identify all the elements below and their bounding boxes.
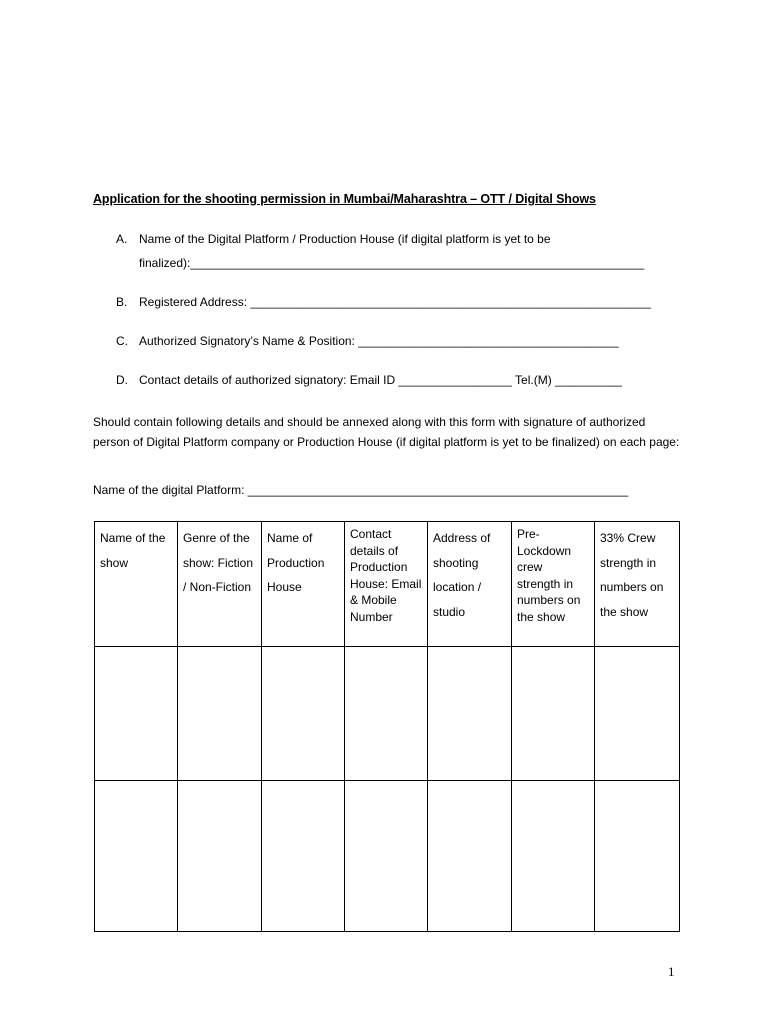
item-b — [116, 295, 651, 309]
item-a-text: Name of the Digital Platform / Production House (if digital platform is yet to be — [139, 232, 551, 246]
table-cell[interactable] — [428, 781, 512, 932]
table-cell[interactable] — [345, 781, 428, 932]
header-contact-details: Contact details of Production House: Email & Mobile Number — [345, 522, 428, 647]
item-c — [116, 334, 619, 348]
show-details-table — [94, 521, 680, 932]
item-a-letter: A. — [116, 232, 128, 246]
item-b-letter: B. — [116, 295, 128, 309]
header-production-house: Name of Production House — [262, 522, 345, 647]
table-cell[interactable] — [178, 781, 262, 932]
item-b-text: Registered Address: ____________________________________________________________ — [139, 295, 651, 309]
table-cell[interactable] — [262, 781, 345, 932]
item-c-text: Authorized Signatory’s Name & Position: _______________________________________ — [139, 334, 619, 348]
item-c-letter: C. — [116, 334, 128, 348]
form-title: Application for the shooting permission in Mumbai/Maharashtra – OTT / Digital Shows — [93, 192, 596, 206]
item-d-letter: D. — [116, 373, 128, 387]
header-name-of-show: Name of the show — [95, 522, 178, 647]
table-header-row — [95, 522, 680, 647]
table-cell[interactable] — [95, 647, 178, 781]
header-shooting-address: Address of shooting location / studio — [428, 522, 512, 647]
instructions-paragraph: Should contain following details and should be annexed along with this form with signature of authorized person of Digital Platform company or Production House (if digital platform is yet to be finalized) on each page: — [93, 415, 680, 449]
table-cell[interactable] — [595, 781, 680, 932]
table-cell[interactable] — [95, 781, 178, 932]
item-d-text: Contact details of authorized signatory: Email ID _________________ Tel.(M) __________ — [139, 373, 622, 387]
table-cell[interactable] — [512, 781, 595, 932]
item-a-continuation: finalized):____________________________________________________________________ — [139, 256, 645, 270]
table-row — [95, 647, 680, 781]
table-cell[interactable] — [512, 647, 595, 781]
table-cell[interactable] — [178, 647, 262, 781]
header-genre: Genre of the show: Fiction / Non-Fiction — [178, 522, 262, 647]
table-cell[interactable] — [345, 647, 428, 781]
item-d — [116, 373, 622, 387]
page-number: 1 — [668, 964, 675, 979]
item-a — [116, 232, 551, 246]
table-cell[interactable] — [262, 647, 345, 781]
table-row — [95, 781, 680, 932]
table-cell[interactable] — [595, 647, 680, 781]
digital-platform-name-line: Name of the digital Platform: _________________________________________________________ — [93, 483, 629, 497]
table-cell[interactable] — [428, 647, 512, 781]
header-33-percent-crew: 33% Crew strength in numbers on the show — [595, 522, 680, 647]
header-pre-lockdown-crew: Pre-Lockdown crew strength in numbers on the show — [512, 522, 595, 647]
